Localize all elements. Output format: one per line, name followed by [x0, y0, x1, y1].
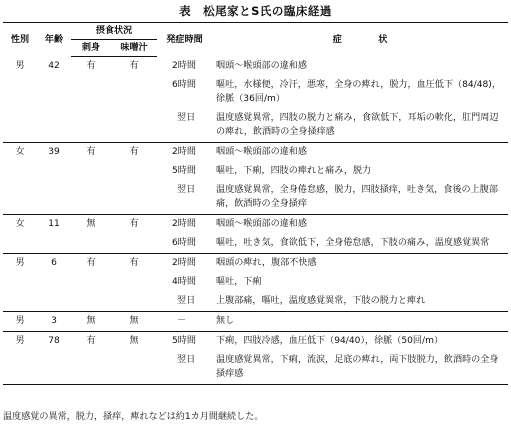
table-row: [3, 311, 508, 331]
cell-sex: 女: [15, 218, 25, 229]
patient-group: [3, 214, 508, 253]
header-intake: 摂食状況: [71, 23, 157, 40]
cell-symptom: 嘔吐，水様便，冷汗，悪寒，全身の痺れ，脱力，血圧低下（84/48)，徐脈（36回/m）: [216, 79, 501, 104]
cell-sashimi: 有: [86, 146, 96, 157]
cell-sashimi: 有: [86, 257, 96, 268]
header-age: 年齢: [37, 23, 71, 57]
table-row: [3, 142, 508, 162]
cell-symptom: 咽頭の痺れ，腹部不快感: [216, 257, 317, 268]
cell-miso: 有: [129, 257, 139, 268]
cell-miso: 有: [129, 146, 139, 157]
table-title: 表 松尾家とS氏の臨床経過: [179, 4, 332, 18]
patient-group: [3, 253, 508, 311]
cell-symptom: 温度感覚異常，四肢の脱力と痛み，食欲低下，耳垢の軟化，肛門周辺の痺れ，飲酒時の全身掻痒感: [216, 112, 499, 137]
cell-miso: 無: [129, 335, 139, 346]
cell-symptom: 咽頭～喉頭部の違和感: [216, 218, 307, 229]
cell-onset-time: 翌日: [177, 354, 196, 365]
header-sex: 性別: [3, 23, 37, 57]
cell-onset-time: 翌日: [177, 184, 196, 195]
cell-symptom: 温度感覚異常，全身倦怠感，脱力，四肢掻痒，吐き気，食後の上腹部痛，飲酒時の全身掻痒: [216, 184, 498, 209]
cell-symptom: 咽頭～喉頭部の違和感: [216, 60, 307, 71]
cell-age: 6: [51, 257, 57, 268]
cell-symptom: 無し: [216, 315, 235, 326]
clinical-course-table: [3, 22, 508, 385]
cell-onset-time: 2時間: [172, 257, 196, 268]
cell-symptom: 上腹部痛，嘔吐，温度感覚異常，下肢の脱力と痺れ: [216, 295, 426, 306]
cell-symptom: 嘔吐，下痢，四肢の痺れと痛み，脱力: [216, 165, 372, 176]
cell-symptom: 咽頭～喉頭部の違和感: [216, 146, 307, 157]
cell-symptom: 下痢，四肢冷感，血圧低下（94/40），徐脈（50回/m）: [216, 335, 444, 346]
table-row: [3, 253, 508, 273]
cell-age: 3: [51, 315, 57, 326]
cell-onset-time: 2時間: [172, 60, 196, 71]
cell-sex: 男: [15, 257, 25, 268]
cell-onset-time: 4時間: [172, 276, 196, 287]
cell-miso: 無: [129, 315, 139, 326]
cell-onset-time: 5時間: [172, 165, 196, 176]
cell-age: 39: [48, 146, 60, 157]
cell-onset-time: 2時間: [172, 146, 196, 157]
cell-sashimi: 無: [86, 218, 96, 229]
cell-symptom: 嘔吐，下痢: [216, 276, 262, 287]
cell-onset-time: －: [177, 315, 187, 326]
cell-sex: 男: [15, 60, 25, 71]
table-row: [3, 214, 508, 234]
header-symptoms: 症 状: [212, 23, 508, 57]
footnote: 温度感覚の異常，脱力，掻痒，痺れなどは約1カ月間継続した。: [3, 412, 264, 422]
header-onset: 発症時間: [157, 23, 212, 57]
patient-group: [3, 57, 508, 143]
table-row: [3, 331, 508, 351]
cell-symptom: 温度感覚異常，下痢，流涙，足底の痺れ，両下肢脱力，飲酒時の全身掻痒感: [216, 354, 499, 379]
cell-onset-time: 6時間: [172, 237, 196, 248]
patient-group: [3, 311, 508, 331]
cell-onset-time: 翌日: [177, 112, 196, 123]
cell-miso: 有: [129, 218, 139, 229]
cell-sex: 男: [15, 335, 25, 346]
cell-sex: 男: [15, 315, 25, 326]
cell-sex: 女: [15, 146, 25, 157]
cell-onset-time: 翌日: [177, 295, 196, 306]
cell-sashimi: 有: [86, 61, 96, 71]
cell-onset-time: 6時間: [172, 79, 196, 90]
cell-age: 78: [48, 335, 60, 346]
cell-sashimi: 無: [86, 315, 96, 326]
cell-onset-time: 2時間: [172, 218, 196, 229]
header-sashimi: 刺身: [71, 40, 111, 57]
cell-miso: 有: [129, 61, 139, 71]
patient-group: [3, 142, 508, 214]
cell-age: 42: [48, 60, 60, 71]
cell-age: 11: [48, 218, 60, 229]
cell-sashimi: 有: [86, 335, 96, 346]
header-miso: 味噌汁: [111, 40, 157, 57]
cell-symptom: 嘔吐，吐き気，食欲低下，全身倦怠感，下肢の痛み，温度感覚異常: [216, 237, 490, 248]
table-row: [3, 57, 508, 76]
cell-onset-time: 5時間: [172, 335, 196, 346]
patient-group: [3, 331, 508, 384]
